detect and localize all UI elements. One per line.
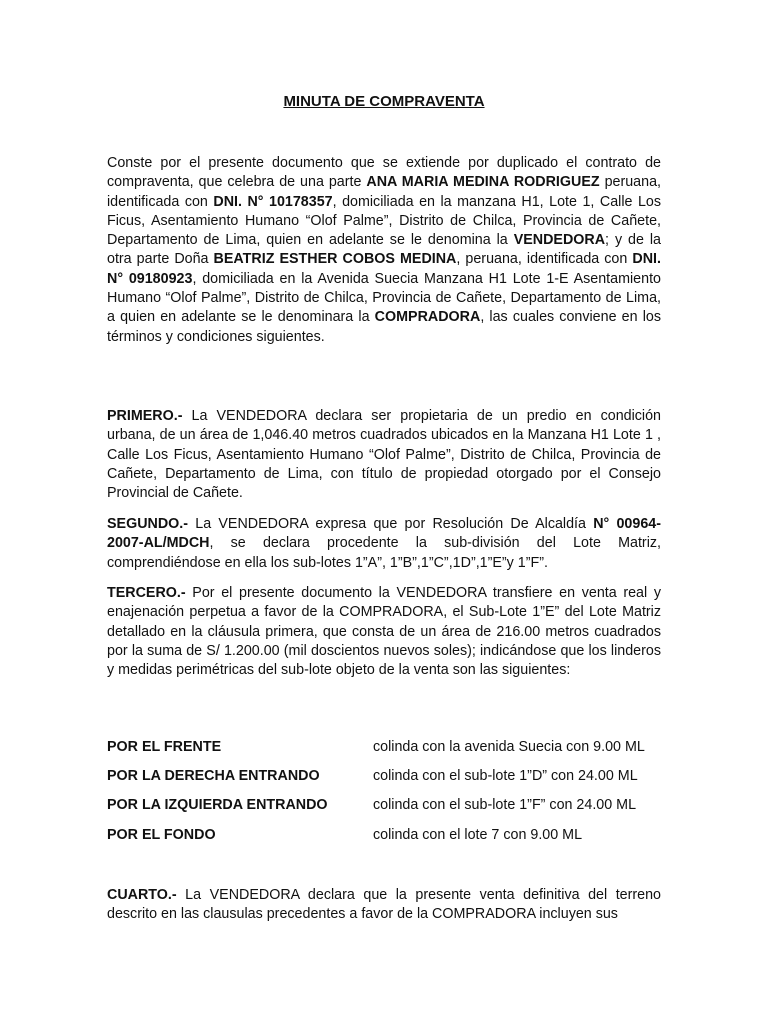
body-text: La VENDEDORA declara ser propietaria de un predio en condición urbana, de un área de 1,046.40 metros cuadrados ubicados en la Manzana H1 Lote 1 , Calle Los Ficus, Asentamiento Humano “Olof Palme”, Distrito de Chilca, Provincia de Cañete, Departamento de Lima, con título de propiedad otorgado por el Consejo Provincial de Cañete.	[107, 408, 661, 502]
body-text: peruana, identificada con	[107, 174, 662, 210]
body-text: ; y de la otra parte Doña	[107, 232, 661, 268]
body-text: Conste por el presente documento que se extiende por duplicado el contrato de compraventa, que celebra de una parte	[107, 155, 661, 191]
bold-text: N° 00964-2007-AL/MDCH	[107, 516, 661, 552]
lindero-value: colinda con el sub-lote 1”D” con 24.00 ML	[373, 768, 638, 784]
lindero-value: colinda con el lote 7 con 9.00 ML	[373, 827, 583, 843]
body-text: La VENDEDORA expresa que por Resolución De Alcaldía	[188, 516, 594, 532]
bold-text: COMPRADORA	[374, 309, 481, 326]
body-text: , peruana, identificada con	[456, 251, 633, 268]
clause-cuarto	[107, 886, 661, 925]
bold-text: CUARTO.-	[107, 887, 177, 903]
lindero-label: POR EL FRENTE	[107, 739, 222, 755]
clause-primero	[107, 407, 661, 503]
bold-text: TERCERO.-	[107, 585, 186, 601]
bold-text: DNI. N° 10178357	[213, 193, 333, 210]
bold-text: PRIMERO.-	[107, 408, 183, 424]
lindero-value: colinda con el sub-lote 1”F” con 24.00 ML	[373, 797, 637, 813]
body-text: Por el presente documento la VENDEDORA transfiere en venta real y enajenación perpetua a favor de la COMPRADORA, el Sub-Lote 1”E” del Lote Matriz detallado en la cláusula primera, que consta de un área de 216.00 metros cuadrados por la suma de S/ 1.200.00 (mil doscientos nuevos soles); indicándose que los linderos y medidas perimétricas del sub-lote objeto de la venta son las siguientes:	[107, 585, 661, 679]
bold-text: ANA MARIA MEDINA RODRIGUEZ	[366, 174, 600, 191]
lindero-row	[107, 766, 667, 786]
lindero-row	[107, 825, 667, 845]
body-text: La VENDEDORA declara que la presente venta definitiva del terreno descrito en las clausulas precedentes a favor de la COMPRADORA incluyen sus	[107, 887, 661, 923]
clause-tercero	[107, 584, 661, 680]
bold-text: SEGUNDO.-	[107, 516, 189, 532]
document-title: MINUTA DE COMPRAVENTA	[283, 93, 485, 110]
lindero-label: POR LA DERECHA ENTRANDO	[107, 768, 320, 784]
bold-text: DNI. N° 09180923	[107, 251, 661, 287]
paragraph-intro	[107, 154, 661, 347]
body-text: , domiciliada en la manzana H1, Lote 1, Calle Los Ficus, Asentamiento Humano “Olof Palme”, Distrito de Chilca, Provincia de Cañete, Departamento de Lima, quien en adelante se le denomina la	[107, 193, 661, 249]
lindero-row	[107, 795, 667, 815]
body-text: , domiciliada en la Avenida Suecia Manzana H1 Lote 1-E Asentamiento Humano “Olof Palme”, Distrito de Chilca, Provincia de Cañete, Departamento de Lima, a quien en adelante se le denominara la	[107, 270, 662, 326]
lindero-value: colinda con la avenida Suecia con 9.00 ML	[373, 739, 645, 755]
lindero-label: POR LA IZQUIERDA ENTRANDO	[107, 797, 328, 813]
clause-segundo	[107, 515, 661, 573]
bold-text: VENDEDORA	[513, 232, 606, 249]
body-text: , las cuales conviene en los términos y condiciones siguientes.	[107, 309, 661, 345]
body-text: , se declara procedente la sub-división del Lote Matriz, comprendiéndose en ella los sub-lotes 1”A”, 1”B”,1”C”,1D”,1”E”y 1”F”.	[107, 535, 661, 571]
lindero-row	[107, 737, 667, 757]
bold-text: BEATRIZ ESTHER COBOS MEDINA	[213, 251, 457, 268]
lindero-label: POR EL FONDO	[107, 827, 216, 843]
